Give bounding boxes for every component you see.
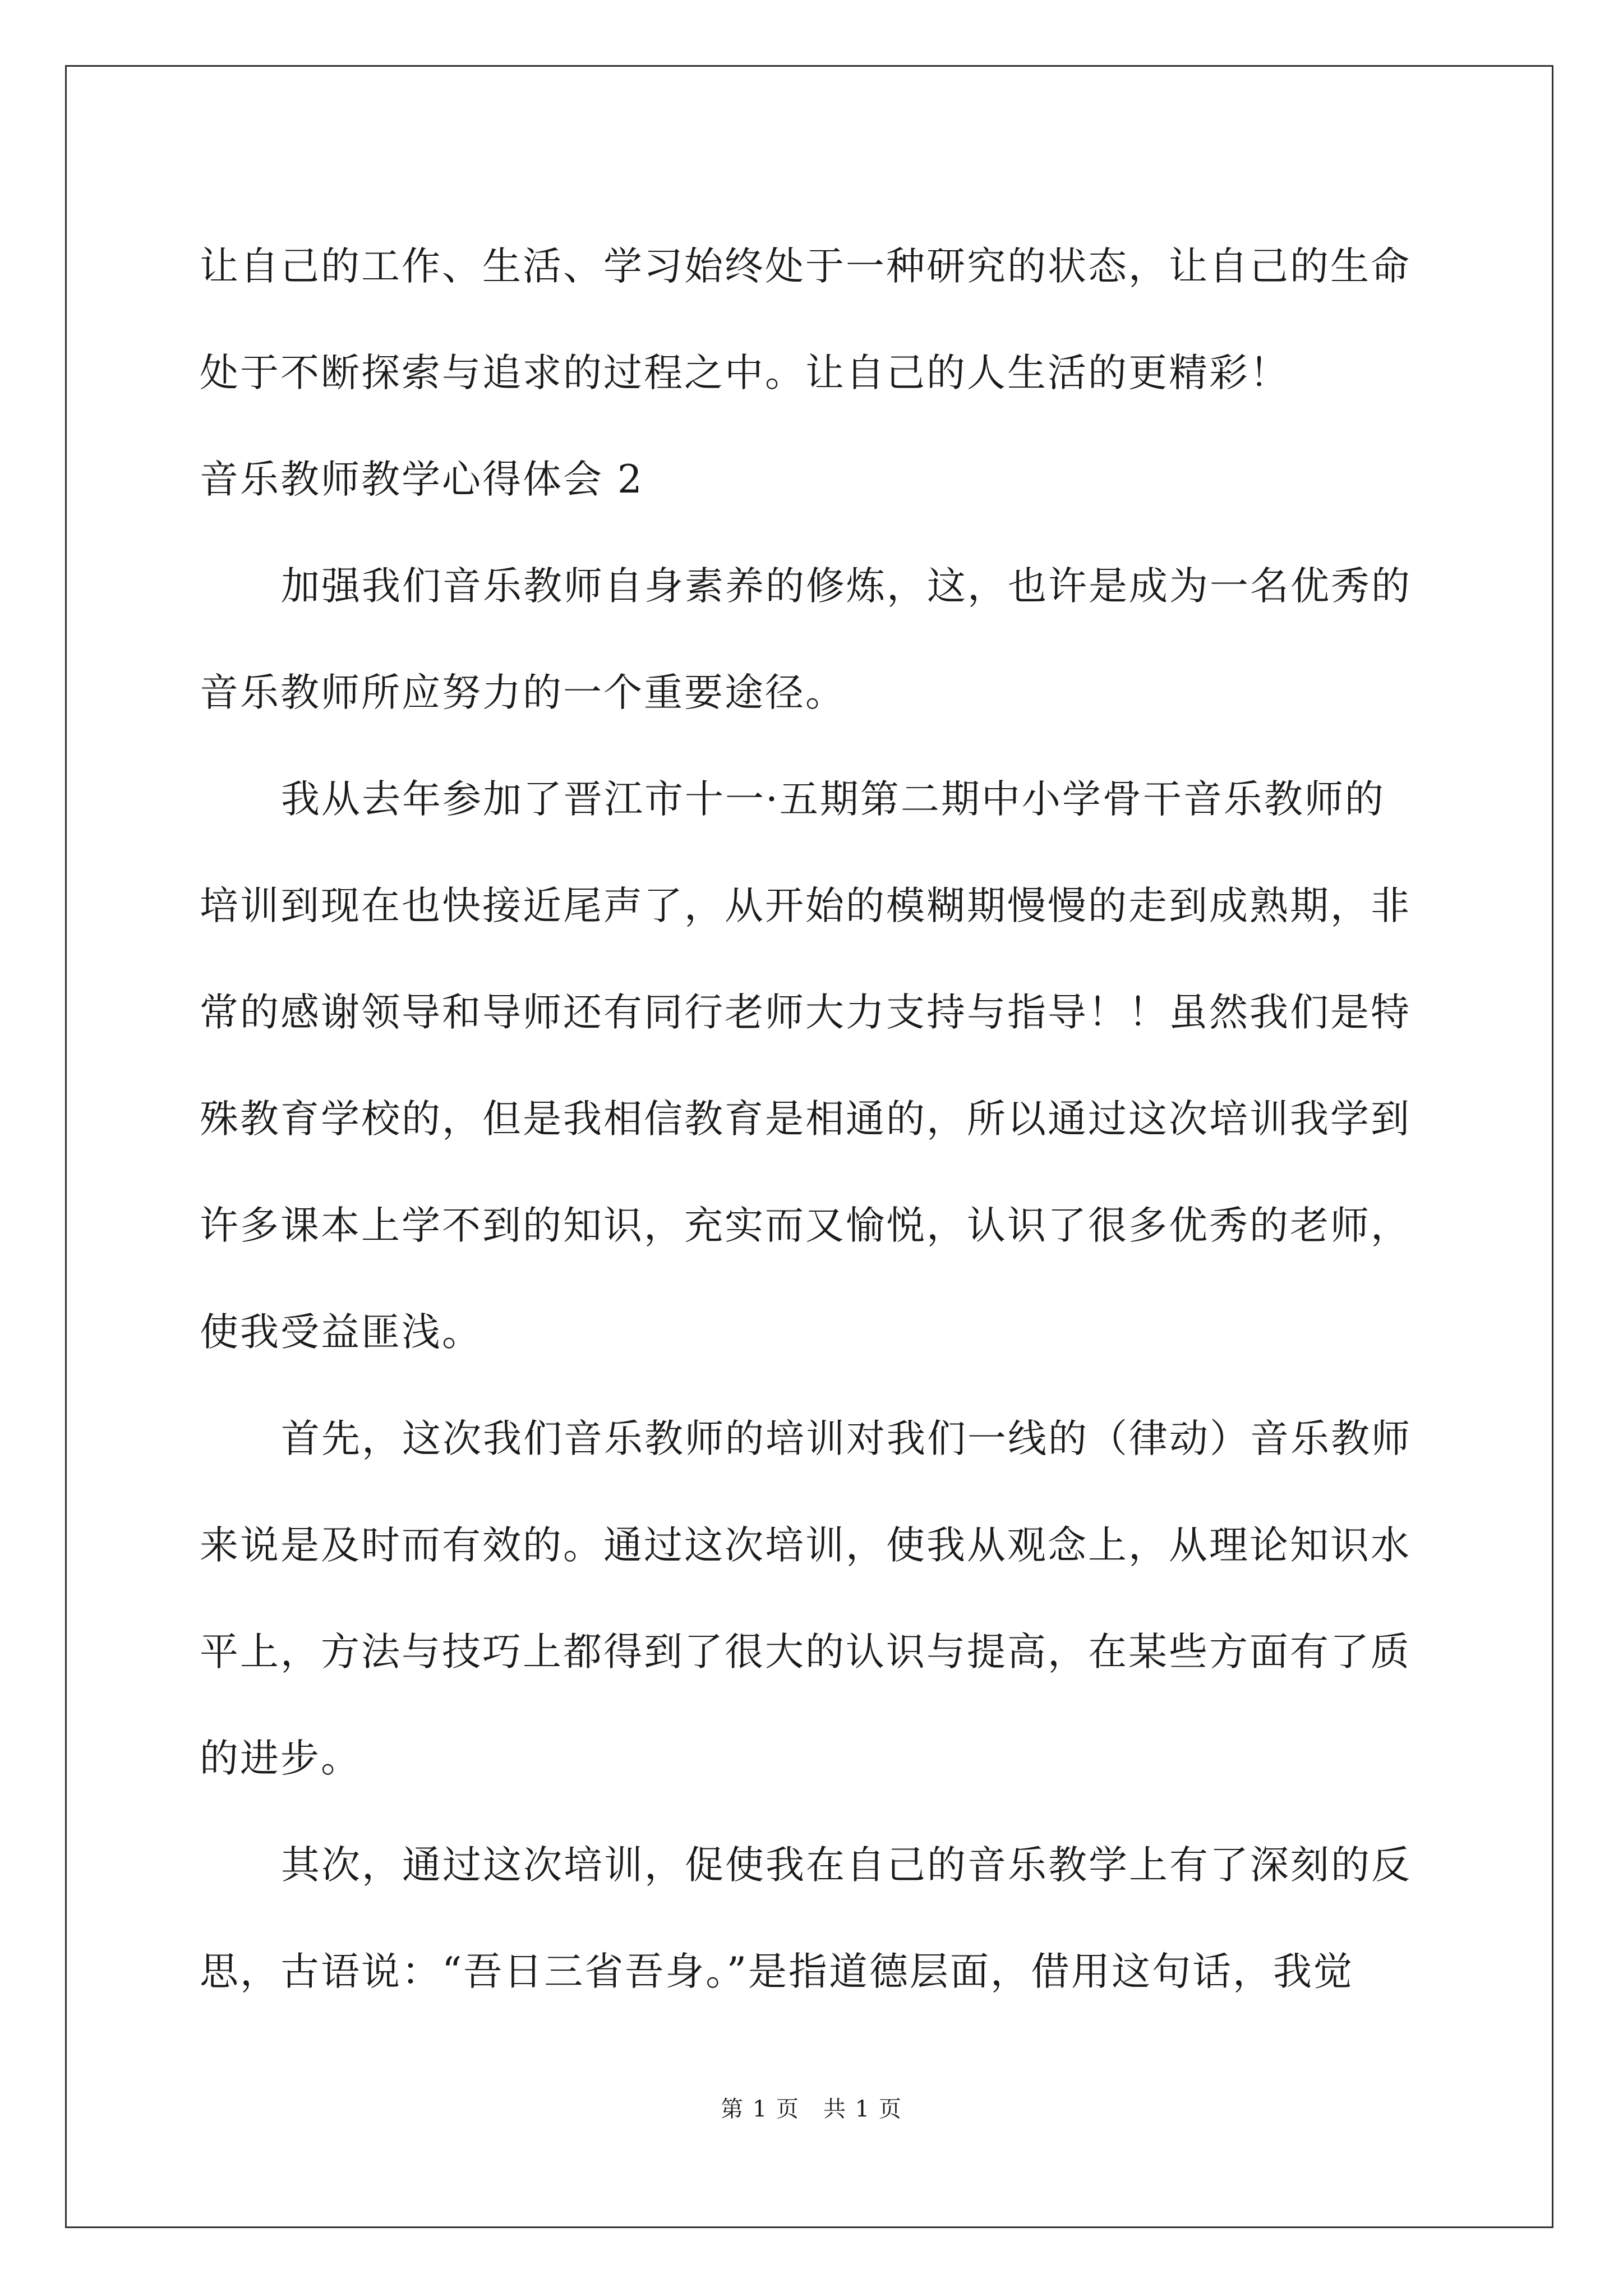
- text-line: 来说是及时而有效的。通过这次培训，使我从观念上，从理论知识水: [200, 1523, 1411, 1568]
- paragraph-2: [200, 746, 1422, 1386]
- page-number-footer: 第 1 页 共 1 页: [721, 2096, 902, 2122]
- text-line: 的进步。: [200, 1736, 361, 1781]
- text-line: 加强我们音乐教师自身素养的修炼，这，也许是成为一名优秀的: [281, 564, 1412, 609]
- text-line: 培训到现在也快接近尾声了，从开始的模糊期慢慢的走到成熟期，非: [200, 884, 1411, 928]
- paragraph-4: [200, 1812, 1422, 2025]
- text-line: 思，古语说：“吾日三省吾身。”是指道德层面，借用这句话，我觉: [200, 1949, 1354, 1994]
- paragraph-intro: [200, 213, 1422, 426]
- text-line: 常的感谢领导和导师还有同行老师大力支持与指导！！虽然我们是特: [200, 990, 1411, 1035]
- text-line: 其次，通过这次培训，促使我在自己的音乐教学上有了深刻的反: [281, 1843, 1412, 1888]
- text-line: 音乐教师所应努力的一个重要途径。: [200, 670, 846, 715]
- text-line: 让自己的工作、生活、学习始终处于一种研究的状态，让自己的生命: [200, 244, 1411, 289]
- text-line: 我从去年参加了晋江市十一·五期第二期中小学骨干音乐教师的: [281, 777, 1385, 822]
- text-line: 使我受益匪浅。: [200, 1310, 482, 1355]
- text-line: 殊教育学校的，但是我相信教育是相通的，所以通过这次培训我学到: [200, 1097, 1411, 1142]
- section-heading: 音乐教师教学心得体会 2: [200, 457, 644, 502]
- text-line: 首先，这次我们音乐教师的培训对我们一线的（律动）音乐教师: [281, 1416, 1412, 1461]
- paragraph-3: [200, 1386, 1422, 1812]
- paragraph-1: [200, 533, 1422, 746]
- text-line: 平上，方法与技巧上都得到了很大的认识与提高，在某些方面有了质: [200, 1630, 1411, 1674]
- text-line: 许多课本上学不到的知识，充实而又愉悦，认识了很多优秀的老师，: [200, 1203, 1411, 1248]
- text-line: 处于不断探索与追求的过程之中。让自己的人生活的更精彩！: [200, 351, 1290, 395]
- document-body: [200, 213, 1422, 2025]
